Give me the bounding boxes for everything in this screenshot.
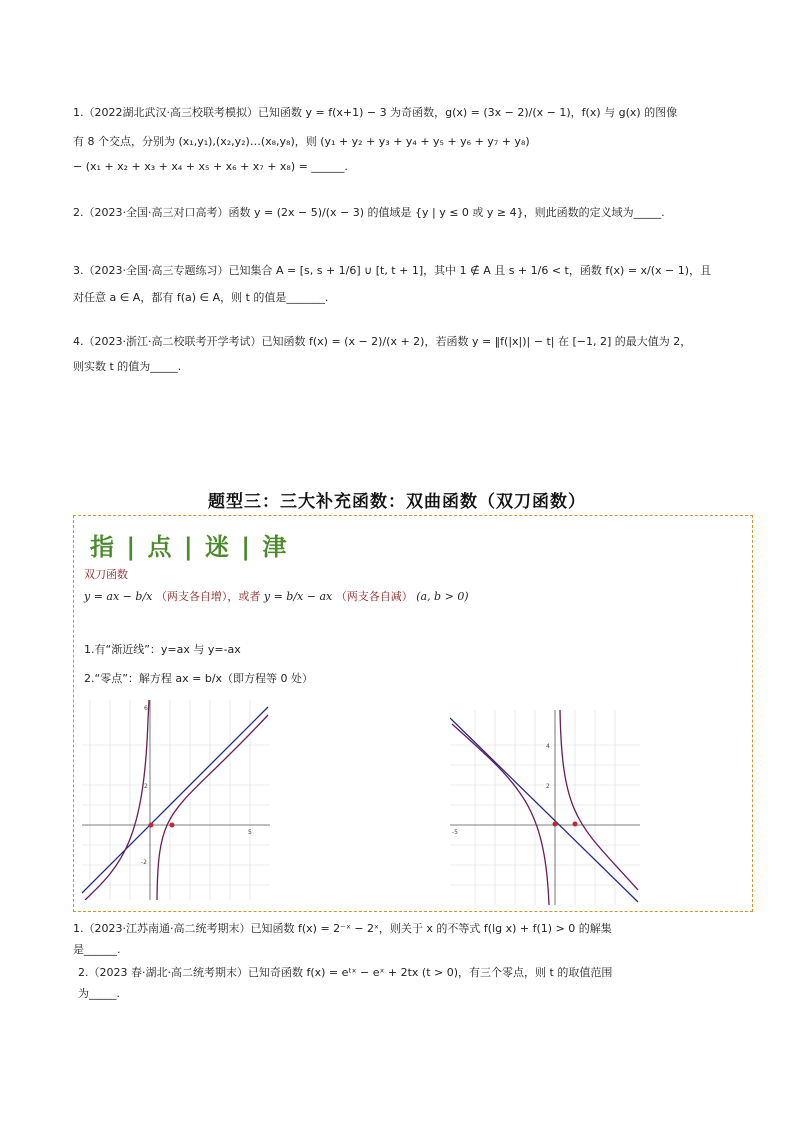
guide-subtitle: 双刀函数 [84, 568, 128, 581]
zero-point-1 [149, 823, 154, 828]
tick-label-y-mid: 2 [144, 783, 148, 790]
curve-left-branch [452, 724, 549, 905]
graph-increasing [82, 700, 270, 900]
problem-2-line1: 2.（2023·全国·高三对口高考）函数 y = (2x − 5)/(x − 3) 的值域是 {y | y ≤ 0 或 y ≥ 4}，则此函数的定义域为_____. [73, 206, 665, 219]
curve-left-branch [85, 700, 149, 900]
tick-label-y-top: 4 [546, 743, 550, 750]
formula-decreasing-note: （两支各自减） [335, 590, 413, 603]
zero-point-1 [553, 822, 558, 827]
formula-decreasing: y = b/x − ax [263, 590, 333, 603]
zero-point-2 [573, 822, 578, 827]
guide-formula-line [84, 588, 469, 604]
graph-decreasing [450, 710, 640, 905]
bottom-problem-1-line2: 是______. [73, 943, 121, 956]
tick-label-y-mid: 2 [546, 783, 550, 790]
bottom-problem-1-line1: 1.（2023·江苏南通·高二统考期末）已知函数 f(x) = 2⁻ˣ − 2ˣ，则关于 x 的不等式 f(lg x) + f(1) > 0 的解集 [73, 922, 612, 935]
asymptote-line [450, 718, 638, 902]
bottom-problem-2-line2: 为_____. [78, 987, 120, 1000]
problem-3-line1: 3.（2023·全国·高三专题练习）已知集合 A = [s, s + 1/6] ∪ [t, t + 1]，其中 1 ∉ A 且 s + 1/6 < t，函数 f(x) = x/(x − 1)，且 [73, 264, 712, 277]
bottom-problem-2-line1: 2.（2023 春·湖北·高二统考期末）已知奇函数 f(x) = eᵗˣ − eˣ + 2tx (t > 0)，有三个零点，则 t 的取值范围 [78, 966, 613, 979]
section-title: 题型三：三大补充函数：双曲函数（双刀函数） [208, 492, 586, 512]
formula-condition: (a, b > 0) [416, 590, 469, 603]
zero-point-2 [170, 823, 175, 828]
formula-increasing-note: （两支各自增），或者 [155, 590, 261, 603]
problem-1-line2: 有 8 个交点，分别为 (x₁,y₁),(x₂,y₂)…(x₈,y₈)，则 (y₁ + y₂ + y₃ + y₄ + y₅ + y₆ + y₇ + y₈) [73, 135, 530, 148]
guide-point-zero: 2.“零点”：解方程 ax = b/x（即方程等 0 处） [84, 672, 314, 685]
tick-label-y-low: -2 [141, 859, 147, 866]
tick-label-x: -5 [452, 829, 458, 836]
curve-right-branch [157, 715, 268, 900]
problem-4-line1: 4.（2023·浙江·高二校联考开学考试）已知函数 f(x) = (x − 2)/(x + 2)，若函数 y = ‖f(|x|)| − t| 在 [−1, 2] 的最大值为 2， [73, 335, 692, 348]
problem-4-line2: 则实数 t 的值为_____. [73, 360, 182, 373]
guide-heading: 指 | 点 | 迷 | 津 [90, 533, 289, 561]
problem-3-line2: 对任意 a ∈ A，都有 f(a) ∈ A，则 t 的值是_______. [73, 291, 329, 304]
guide-point-asymptote: 1.有“渐近线”：y=ax 与 y=-ax [84, 643, 241, 656]
tick-label-x: 5 [248, 829, 252, 836]
problem-1-line3: − (x₁ + x₂ + x₃ + x₄ + x₅ + x₆ + x₇ + x₈) = ______. [73, 160, 348, 173]
formula-increasing: y = ax − b/x [84, 590, 153, 603]
problem-1-line1: 1.（2022湖北武汉·高三校联考模拟）已知函数 y = f(x+1) − 3 为奇函数，g(x) = (3x − 2)/(x − 1)，f(x) 与 g(x) 的图像 [73, 106, 678, 119]
tick-label-y-top: 6 [144, 705, 148, 712]
